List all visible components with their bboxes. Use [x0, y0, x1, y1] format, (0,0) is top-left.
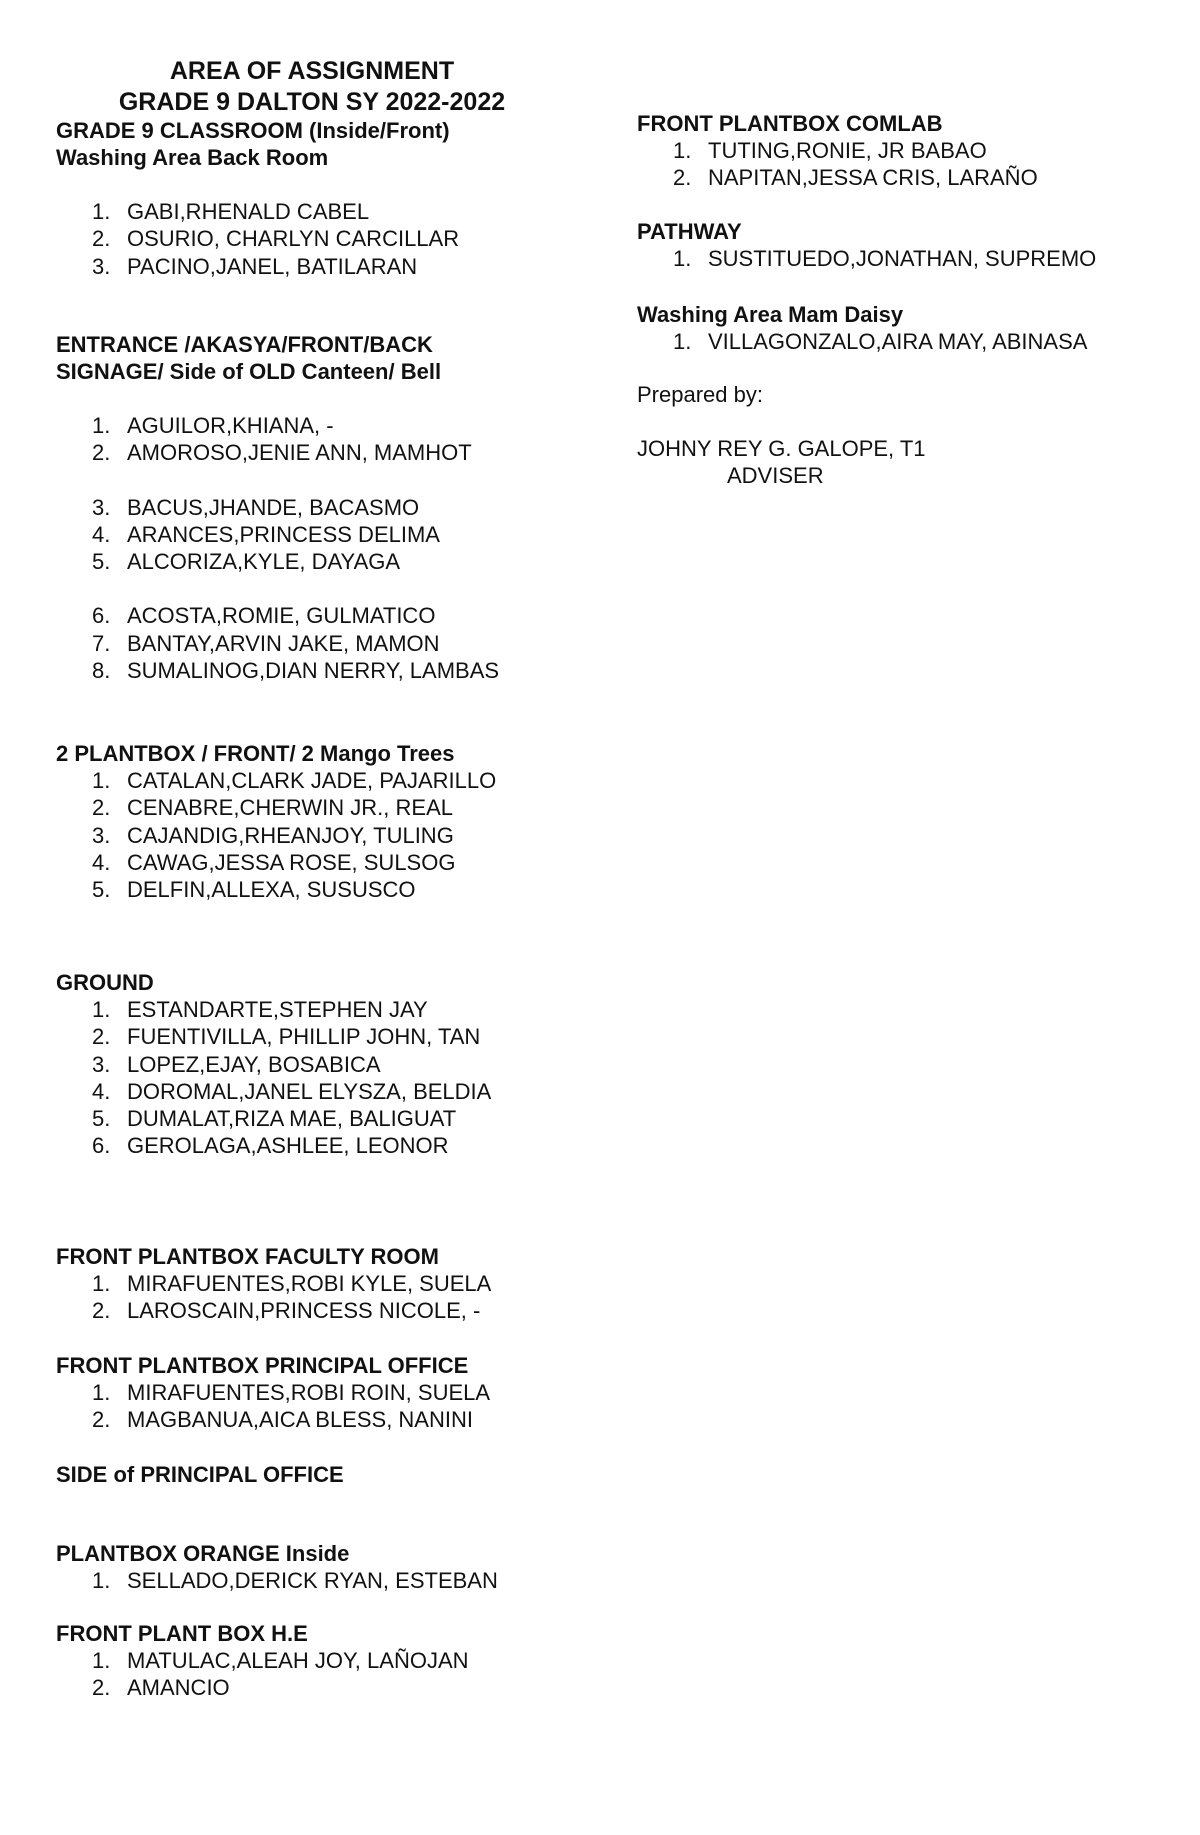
student-name: AMOROSO,JENIE ANN, MAMHOT: [127, 440, 472, 466]
student-name: GEROLAGA,ASHLEE, LEONOR: [127, 1133, 449, 1159]
item-number: 3.: [92, 1051, 111, 1077]
student-list: [56, 412, 499, 467]
student-name: LAROSCAIN,PRINCESS NICOLE, -: [127, 1298, 481, 1324]
student-name: OSURIO, CHARLYN CARCILLAR: [127, 226, 460, 252]
student-list: [56, 996, 491, 1160]
section-heading: Washing Area Back Room: [56, 145, 329, 170]
assignment-section: [56, 1352, 490, 1434]
list-item: [637, 245, 1096, 272]
item-number: 1.: [673, 329, 692, 354]
item-number: 1.: [673, 246, 692, 271]
section-heading: PLANTBOX ORANGE Inside: [56, 1541, 350, 1566]
list-item: [56, 996, 491, 1023]
student-list: [637, 245, 1096, 272]
item-number: 3.: [92, 253, 111, 279]
item-number: 3.: [92, 494, 111, 520]
section-heading: Washing Area Mam Daisy: [637, 302, 904, 327]
right-column: [637, 110, 1177, 489]
item-number: 1.: [92, 1271, 111, 1296]
list-item: [56, 494, 499, 521]
item-number: 5.: [92, 549, 111, 575]
student-list: [56, 198, 459, 280]
list-item: [637, 137, 1038, 164]
left-column: [56, 56, 596, 1701]
item-number: 5.: [92, 877, 111, 903]
item-number: 2.: [92, 1675, 111, 1701]
list-item: [56, 657, 499, 684]
student-name: ALCORIZA,KYLE, DAYAGA: [127, 549, 401, 575]
student-list: [637, 137, 1038, 192]
student-name: SELLADO,DERICK RYAN, ESTEBAN: [127, 1568, 498, 1593]
section-heading: SIDE of PRINCIPAL OFFICE: [56, 1462, 344, 1487]
assignment-section: [637, 218, 1096, 272]
student-name: PACINO,JANEL, BATILARAN: [127, 253, 418, 279]
student-name: DOROMAL,JANEL ELYSZA, BELDIA: [127, 1078, 492, 1104]
section-heading: FRONT PLANTBOX FACULTY ROOM: [56, 1244, 439, 1269]
item-number: 1.: [92, 1380, 111, 1405]
preparer-name: JOHNY REY G. GALOPE, T1: [637, 436, 926, 461]
title-line-1: AREA OF ASSIGNMENT: [169, 57, 455, 85]
section-heading: GRADE 9 CLASSROOM (Inside/Front): [56, 118, 450, 143]
item-number: 8.: [92, 658, 111, 684]
item-number: 2.: [92, 1298, 111, 1324]
section-heading: 2 PLANTBOX / FRONT/ 2 Mango Trees: [56, 741, 455, 766]
student-name: BANTAY,ARVIN JAKE, MAMON: [127, 630, 440, 656]
student-name: DELFIN,ALLEXA, SUSUSCO: [127, 877, 416, 903]
list-item: [637, 328, 1087, 355]
item-number: 4.: [92, 849, 111, 875]
student-name: NAPITAN,JESSA CRIS, LARAÑO: [708, 165, 1038, 191]
assignment-section: [637, 301, 1087, 355]
student-name: AGUILOR,KHIANA, -: [127, 413, 334, 438]
list-item: [56, 198, 459, 225]
list-item: [56, 412, 499, 439]
list-item: [56, 1647, 469, 1674]
assignment-section: [56, 740, 496, 903]
item-number: 1.: [92, 1568, 111, 1593]
student-list: [637, 328, 1087, 355]
list-item: [56, 630, 499, 657]
list-item: [56, 1105, 491, 1132]
preparer-role: ADVISER: [727, 463, 824, 488]
assignment-section: [56, 1620, 469, 1702]
list-item: [56, 1674, 469, 1701]
item-number: 6.: [92, 1133, 111, 1159]
item-number: 1.: [92, 768, 111, 793]
prepared-by-label: Prepared by:: [637, 382, 763, 407]
student-name: MAGBANUA,AICA BLESS, NANINI: [127, 1407, 473, 1433]
student-name: CATALAN,CLARK JADE, PAJARILLO: [127, 768, 497, 793]
section-heading: FRONT PLANTBOX PRINCIPAL OFFICE: [56, 1353, 469, 1378]
item-number: 1.: [92, 199, 111, 224]
item-number: 2.: [92, 440, 111, 466]
list-item: [56, 1297, 491, 1324]
student-name: AMANCIO: [127, 1675, 230, 1701]
list-item: [56, 521, 499, 548]
student-list: [56, 1270, 491, 1325]
item-number: 2.: [673, 165, 692, 191]
student-list: [56, 1647, 469, 1702]
item-number: 1.: [673, 138, 692, 163]
student-list: [56, 1379, 490, 1434]
list-item: [56, 1406, 490, 1433]
student-list: [56, 494, 499, 576]
student-name: FUENTIVILLA, PHILLIP JOHN, TAN: [127, 1024, 481, 1050]
student-name: MIRAFUENTES,ROBI KYLE, SUELA: [127, 1271, 492, 1296]
student-name: CAJANDIG,RHEANJOY, TULING: [127, 822, 454, 848]
right-sections: [637, 110, 1177, 355]
student-name: VILLAGONZALO,AIRA MAY, ABINASA: [708, 329, 1088, 354]
assignment-section: [56, 331, 499, 684]
item-number: 2.: [92, 226, 111, 252]
assignment-section: [56, 1243, 491, 1325]
section-heading: PATHWAY: [637, 219, 742, 244]
list-item: [56, 767, 496, 794]
student-list: [56, 767, 496, 903]
list-item: [56, 602, 499, 629]
student-name: GABI,RHENALD CABEL: [127, 199, 370, 224]
student-list: [56, 602, 499, 684]
item-number: 4.: [92, 1078, 111, 1104]
list-item: [56, 1567, 498, 1594]
item-number: 2.: [92, 795, 111, 821]
student-name: ACOSTA,ROMIE, GULMATICO: [127, 603, 436, 629]
list-item: [56, 1078, 491, 1105]
list-item: [56, 794, 496, 821]
student-name: MIRAFUENTES,ROBI ROIN, SUELA: [127, 1380, 491, 1405]
list-item: [56, 548, 499, 575]
item-number: 6.: [92, 603, 111, 629]
list-item: [56, 876, 496, 903]
section-heading: FRONT PLANT BOX H.E: [56, 1621, 308, 1646]
list-item: [56, 253, 459, 280]
student-name: CAWAG,JESSA ROSE, SULSOG: [127, 849, 456, 875]
list-item: [56, 849, 496, 876]
list-item: [56, 1051, 491, 1078]
assignment-section: [56, 117, 459, 280]
student-list: [56, 1567, 498, 1594]
section-heading: ENTRANCE /AKASYA/FRONT/BACK: [56, 332, 433, 357]
item-number: 2.: [92, 1024, 111, 1050]
list-item: [56, 439, 499, 466]
student-name: DUMALAT,RIZA MAE, BALIGUAT: [127, 1106, 457, 1132]
list-item: [56, 822, 496, 849]
item-number: 2.: [92, 1407, 111, 1433]
list-item: [56, 1379, 490, 1406]
assignment-section: [56, 1540, 498, 1594]
student-name: CENABRE,CHERWIN JR., REAL: [127, 795, 453, 821]
item-number: 7.: [92, 630, 111, 656]
assignment-section: [56, 969, 491, 1160]
section-heading: FRONT PLANTBOX COMLAB: [637, 111, 943, 136]
item-number: 3.: [92, 822, 111, 848]
student-name: BACUS,JHANDE, BACASMO: [127, 494, 420, 520]
item-number: 1.: [92, 413, 111, 438]
student-name: ARANCES,PRINCESS DELIMA: [127, 521, 440, 547]
item-number: 4.: [92, 521, 111, 547]
section-heading: GROUND: [56, 970, 154, 995]
student-name: LOPEZ,EJAY, BOSABICA: [127, 1051, 381, 1077]
assignment-section: [56, 1461, 344, 1488]
item-number: 1.: [92, 997, 111, 1022]
student-name: ESTANDARTE,STEPHEN JAY: [127, 997, 428, 1022]
student-name: MATULAC,ALEAH JOY, LAÑOJAN: [127, 1648, 469, 1673]
list-item: [637, 164, 1038, 191]
list-item: [56, 225, 459, 252]
list-item: [56, 1132, 491, 1159]
item-number: 5.: [92, 1106, 111, 1132]
assignment-section: [637, 110, 1038, 192]
list-item: [56, 1270, 491, 1297]
list-item: [56, 1023, 491, 1050]
section-heading: SIGNAGE/ Side of OLD Canteen/ Bell: [56, 359, 442, 384]
student-name: TUTING,RONIE, JR BABAO: [708, 138, 987, 163]
student-name: SUSTITUEDO,JONATHAN, SUPREMO: [708, 246, 1097, 271]
student-name: SUMALINOG,DIAN NERRY, LAMBAS: [127, 658, 500, 684]
document-title: [56, 56, 568, 118]
item-number: 1.: [92, 1648, 111, 1673]
title-line-2: GRADE 9 DALTON SY 2022-2022: [118, 88, 506, 116]
